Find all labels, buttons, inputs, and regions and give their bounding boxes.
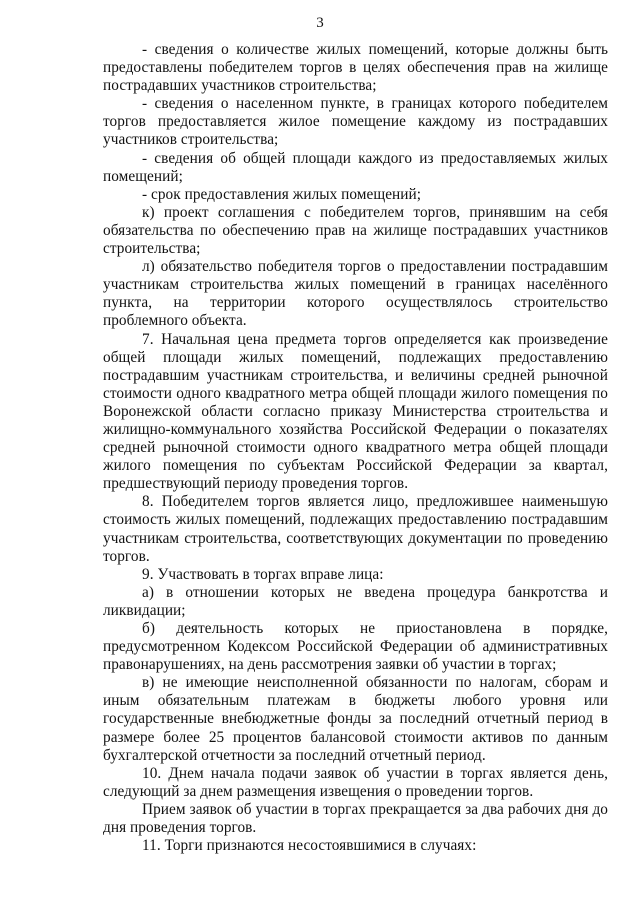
paragraph: а) в отношении которых не введена процедура банкротства и ликвидации; (103, 583, 608, 619)
paragraph: - сведения о количестве жилых помещений, которые должны быть предоставлены победителем торгов в целях обеспечения прав на жилище пострадавших участников строительства; (103, 41, 608, 95)
paragraph: в) не имеющие неисполненной обязанности по налогам, сборам и иным обязательным платежам в бюджеты любого уровня или государственные внебюджетные фонды за последний отчетный период в размере более 25 процентов балансовой стоимости активов по данным бухгалтерской отчетности за последний отчетный период. (103, 674, 608, 764)
document-body (103, 41, 608, 855)
paragraph: - срок предоставления жилых помещений; (142, 185, 422, 203)
paragraph: 7. Начальная цена предмета торгов определяется как произведение общей площади жилых помещений, подлежащих предоставлению пострадавшим участникам строительства, и величины средней рыночной стоимости одного квадратного метра общей площади жилого помещения по Воронежской области согласно приказу Министерства строительства и жилищно-коммунального хозяйства Российской Федерации о показателях средней рыночной стоимости одного квадратного метра общей площади жилого помещения по субъектам Российской Федерации за квартал, предшествующий периоду проведения торгов. (103, 330, 608, 493)
paragraph: 10. Днем начала подачи заявок об участии в торгах является день, следующий за днем размещения извещения о проведении торгов. (103, 764, 608, 800)
paragraph: к) проект соглашения с победителем торгов, принявшим на себя обязательства по обеспечению прав на жилище пострадавших участников строительства; (103, 203, 608, 258)
paragraph: 8. Победителем торгов является лицо, предложившее наименьшую стоимость жилых помещений, подлежащих предоставлению пострадавшим участникам строительства, соответствующих документации по проведению торгов. (103, 493, 608, 565)
page-number: 3 (316, 15, 324, 31)
paragraph: 11. Торги признаются несостоявшимися в случаях: (142, 837, 477, 855)
paragraph: Прием заявок об участии в торгах прекращается за два рабочих дня до дня проведения торгов. (103, 800, 608, 837)
paragraph: - сведения о населенном пункте, в границах которого победителем торгов предоставляется жилое помещение каждому из пострадавших участников строительства; (103, 95, 608, 149)
paragraph: л) обязательство победителя торгов о предоставлении пострадавшим участникам строительства жилых помещений в границах населённого пункта, на территории которого осуществлялось строительство проблемного объекта. (103, 258, 608, 330)
paragraph: 9. Участвовать в торгах вправе лица: (142, 565, 384, 583)
paragraph: - сведения об общей площади каждого из предоставляемых жилых помещений; (103, 149, 608, 185)
paragraph: б) деятельность которых не приостановлена в порядке, предусмотренном Кодексом Российской Федерации об административных правонарушениях, на день рассмотрения заявки об участии в торгах; (103, 620, 608, 674)
